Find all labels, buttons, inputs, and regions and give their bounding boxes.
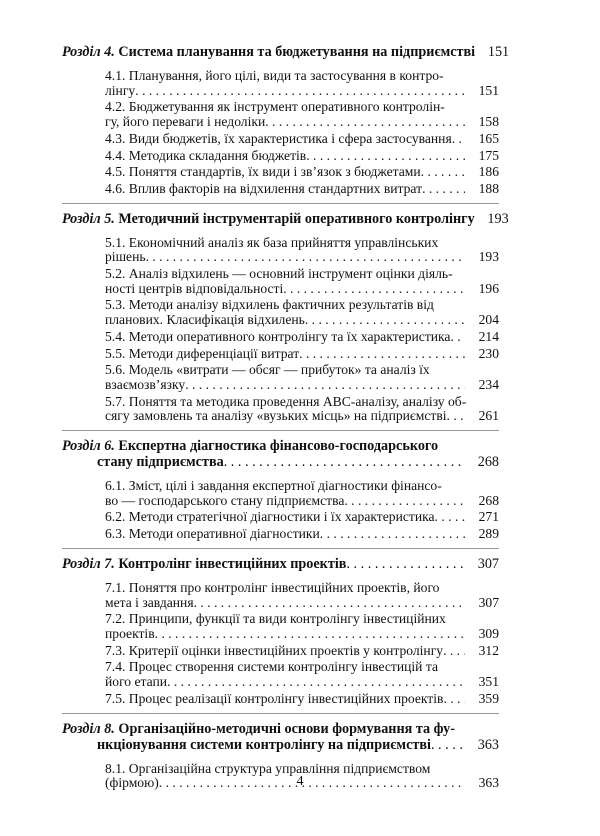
- toc-entry: [62, 298, 499, 327]
- toc-entry-page: 261: [478, 408, 499, 424]
- toc-entry-page: 204: [478, 312, 499, 328]
- leader-dots: [167, 675, 465, 690]
- leader-dots: [344, 494, 465, 509]
- chapter-page: 268: [477, 454, 499, 471]
- toc-entry-line: [105, 627, 499, 642]
- toc-entry-text: 4.5. Поняття стандартів, їх види і зв’язок з бюджетами: [105, 164, 421, 180]
- toc-entry-text: проектів: [105, 625, 155, 641]
- toc-entry-line: [105, 182, 499, 197]
- toc-entry-text: 8.1. Організаційна структура управління підприємством: [105, 760, 431, 776]
- toc-entry-text: рішень: [105, 249, 146, 265]
- leader-dots: [185, 378, 465, 393]
- toc-entry-text: 5.4. Методи оперативного контролінгу та їх характеристика: [105, 328, 451, 344]
- leader-dots: [299, 347, 465, 362]
- toc-entry-line: [105, 675, 499, 690]
- toc-entry-line: [105, 282, 499, 297]
- leader-dots: [194, 596, 465, 611]
- toc-entry: [62, 660, 499, 689]
- toc-entry-text: 7.1. Поняття про контролінг інвестиційних проектів, його: [105, 579, 440, 595]
- toc-entry: [62, 149, 499, 164]
- toc-entry: [62, 692, 499, 707]
- toc-entry-text: 6.2. Методи стратегічної діагностики і їх характеристика: [105, 509, 435, 525]
- leader-dots: [346, 556, 465, 572]
- toc-entry: [62, 347, 499, 362]
- toc-entry-text: 7.5. Процес реалізації контролінгу інвестиційних проектів: [105, 690, 444, 706]
- leader-dots: [155, 627, 465, 642]
- toc-entry-line: [105, 330, 499, 345]
- toc-entry-line: [105, 510, 499, 525]
- leader-dots: [146, 250, 465, 265]
- toc-entry-text: 4.1. Планування, його цілі, види та застосування в контро-: [105, 68, 444, 83]
- leader-dots: [265, 115, 465, 130]
- leader-dots: [431, 737, 465, 753]
- toc-entry: [62, 363, 499, 392]
- chapter-title-line: [62, 556, 499, 572]
- toc-entry: [62, 132, 499, 147]
- leader-dots: [320, 527, 465, 542]
- toc-entry-text: (фірмою): [105, 775, 159, 791]
- toc-entry-page: 271: [478, 509, 499, 525]
- toc-entry-text: 7.2. Принципи, функції та види контролінгу інвестиційних: [105, 611, 446, 627]
- toc-entry: [62, 69, 499, 98]
- chapter-label: Розділ 6.: [62, 438, 115, 455]
- leader-dots: [224, 454, 465, 470]
- toc-entry-page: 196: [478, 280, 499, 296]
- leader-dots: [306, 149, 465, 164]
- toc-entry-line: [105, 132, 499, 147]
- toc-entry-text: 6.1. Зміст, цілі і завдання експертної діагностики фінансо-: [105, 478, 442, 494]
- chapter-label: Розділ 8.: [62, 720, 115, 737]
- toc-entry-page: 188: [478, 180, 499, 196]
- chapter-title-line: [62, 721, 499, 737]
- toc-entry-line: [105, 596, 499, 611]
- toc-entry: [62, 510, 499, 525]
- toc-section: [62, 438, 499, 549]
- page-number: 4: [296, 774, 304, 789]
- chapter-title: Експертна діагностика фінансово-господарського: [118, 438, 439, 455]
- chapter-label: Розділ 5.: [62, 210, 115, 227]
- leader-dots: [435, 510, 465, 525]
- toc-entry-line: [105, 347, 499, 362]
- chapter-heading: [62, 210, 509, 227]
- toc-entry-text: 7.3. Критерії оцінки інвестиційних проектів у контролінгу: [105, 642, 444, 658]
- chapter-title: Контролінг інвестиційних проектів: [118, 555, 347, 572]
- leader-dots: [452, 132, 465, 147]
- toc-entry-line: [105, 494, 499, 509]
- toc-entry-line: [105, 115, 499, 130]
- toc-entry-line: [105, 313, 499, 328]
- leader-dots: [450, 330, 465, 345]
- toc-entry-page: 309: [478, 625, 499, 641]
- toc-entry-page: 351: [478, 674, 499, 690]
- chapter-title-continued: нкціонування системи контролінгу на підприємстві: [97, 736, 431, 753]
- chapter-title-line: [62, 44, 510, 60]
- toc-entry-page: 268: [478, 492, 499, 508]
- toc-entry-text: мета і завдання: [105, 594, 194, 610]
- toc-entry-page: 359: [478, 690, 499, 706]
- chapter-title-line: [62, 454, 499, 470]
- chapter-title-line: [62, 737, 499, 753]
- toc-entry-text: 5.6. Модель «витрати — обсяг — прибуток» та аналіз їх: [105, 362, 430, 378]
- toc-entry-page: 230: [478, 345, 499, 361]
- toc-entry-text: 5.5. Методи диференціації витрат: [105, 345, 300, 361]
- toc-entry-page: 165: [478, 130, 499, 146]
- chapter-title-line: [62, 210, 509, 227]
- leader-dots: [421, 165, 465, 180]
- leader-dots: [283, 282, 465, 297]
- leader-dots: [447, 409, 465, 424]
- toc-entry-text: 5.2. Аналіз відхилень — основний інструмент оцінки діяль-: [105, 266, 453, 282]
- toc-entry-line: [105, 165, 499, 180]
- toc-entry-page: 307: [478, 594, 499, 610]
- toc-entry-text: лінгу: [105, 82, 136, 98]
- toc-entry-page: 186: [478, 164, 499, 180]
- toc-entry-line: [105, 250, 499, 265]
- toc-entry: [62, 182, 499, 197]
- chapter-page: 193: [487, 210, 509, 227]
- leader-dots: [305, 313, 465, 328]
- toc-entry-text: сягу замовлень та аналізу «вузьких місць» на підприємстві: [105, 408, 447, 424]
- toc-entry-page: 175: [478, 147, 499, 163]
- chapter-title-line: [62, 438, 499, 454]
- toc-entry-text: во — господарського стану підприємства: [105, 492, 345, 508]
- toc-entry: [62, 395, 499, 424]
- toc-entry-page: 312: [478, 642, 499, 658]
- toc-entry-line: [105, 378, 499, 393]
- toc-entry-line: [105, 84, 499, 99]
- chapter-page: 363: [477, 736, 499, 753]
- toc-entry: [62, 612, 499, 641]
- toc-entry-text: 5.7. Поняття та методика проведення АВС-аналізу, аналізу об-: [105, 393, 467, 409]
- chapter-label: Розділ 4.: [62, 44, 115, 60]
- toc-entry-text: взаємозв’язку: [105, 376, 186, 392]
- leader-dots: [135, 84, 465, 99]
- chapter-title: Система планування та бюджетування на підприємстві: [118, 44, 476, 60]
- chapter-heading: [62, 556, 499, 572]
- toc-entry: [62, 100, 499, 129]
- leader-dots: [422, 182, 465, 197]
- toc-entry-text: 6.3. Методи оперативної діагностики: [105, 526, 320, 542]
- toc-entry-line: [105, 644, 499, 659]
- toc-entry-text: 5.1. Економічний аналіз як база прийняття управлінських: [105, 234, 439, 250]
- toc-entry-page: 151: [478, 82, 499, 98]
- toc-entry-text: 5.3. Методи аналізу відхилень фактичних результатів від: [105, 297, 434, 313]
- toc-entry-page: 193: [478, 249, 499, 265]
- toc-entry-page: 289: [478, 526, 499, 542]
- toc-entry-text: 4.2. Бюджетування як інструмент оперативного контролін-: [105, 99, 445, 115]
- toc-entry-line: [105, 149, 499, 164]
- toc-entry-text: його етапи: [105, 674, 168, 690]
- toc-entry-line: [105, 409, 499, 424]
- toc-entry-text: 7.4. Процес створення системи контролінгу інвестицій та: [105, 659, 438, 675]
- chapter-page: 151: [487, 44, 510, 60]
- toc-entry: [62, 581, 499, 610]
- table-of-contents: [62, 44, 510, 804]
- toc-entry-page: 158: [478, 114, 499, 130]
- toc-section: [62, 556, 499, 714]
- toc-entry-text: гу, його переваги і недоліки: [105, 114, 266, 130]
- chapter-heading: [62, 721, 499, 753]
- toc-entry: [62, 479, 499, 508]
- toc-entry: [62, 267, 499, 296]
- toc-section: [62, 44, 510, 204]
- toc-entry-text: 4.6. Вплив факторів на відхилення стандартних витрат: [105, 180, 423, 196]
- chapter-title: Організаційно-методичні основи формування та фу-: [118, 720, 455, 737]
- toc-entry: [62, 330, 499, 345]
- toc-entry: [62, 644, 499, 659]
- toc-entry-text: 4.3. Види бюджетів, їх характеристика і сфера застосування: [105, 130, 452, 146]
- toc-entry-text: 4.4. Методика складання бюджетів: [105, 147, 307, 163]
- toc-entry-page: 234: [478, 376, 499, 392]
- leader-dots: [443, 644, 465, 659]
- chapter-label: Розділ 7.: [62, 555, 115, 572]
- toc-entry-page: 214: [478, 328, 499, 344]
- chapter-heading: [62, 44, 510, 60]
- toc-entry-line: [105, 692, 499, 707]
- toc-entry-line: [105, 527, 499, 542]
- toc-entry-text: ності центрів відповідальності: [105, 280, 284, 296]
- toc-entry: [62, 165, 499, 180]
- chapter-title: Методичний інструментарій оперативного контролінгу: [118, 210, 475, 227]
- toc-section: [62, 210, 509, 431]
- leader-dots: [443, 692, 465, 707]
- toc-entry: [62, 236, 499, 265]
- toc-entry-page: 363: [478, 775, 499, 791]
- toc-entry-text: планових. Класифікація відхилень: [105, 312, 305, 328]
- chapter-heading: [62, 438, 499, 470]
- chapter-title-continued: стану підприємства: [97, 454, 224, 471]
- chapter-page: 307: [477, 555, 499, 572]
- toc-entry: [62, 527, 499, 542]
